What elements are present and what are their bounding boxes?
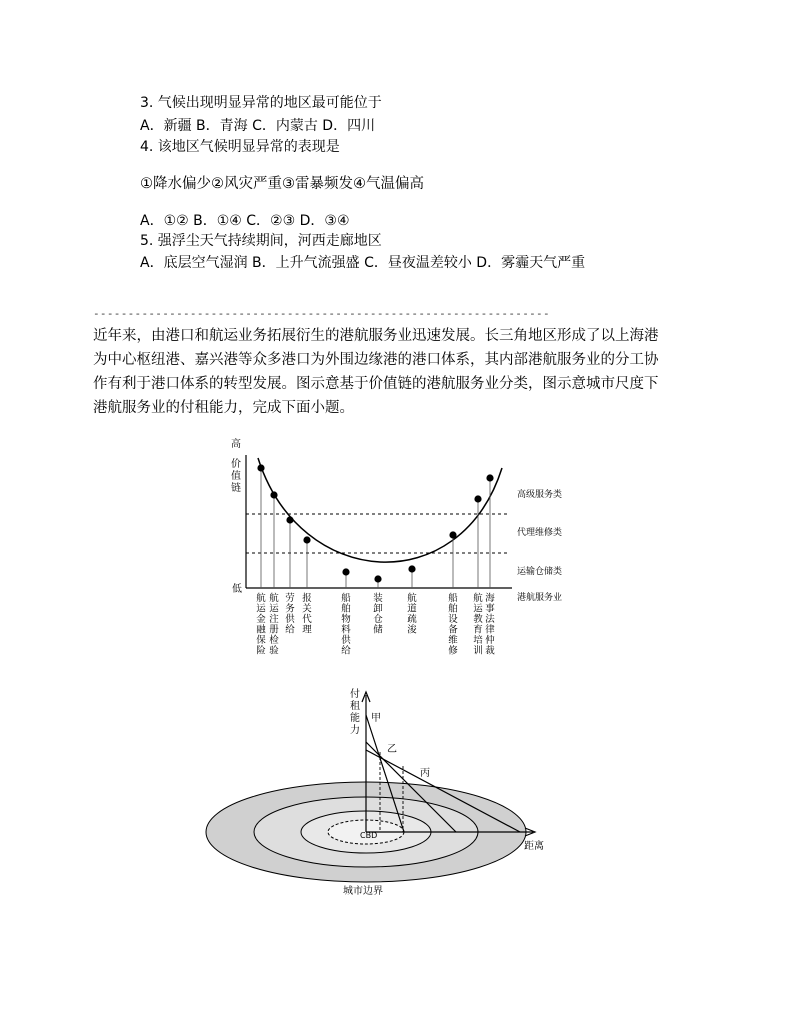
rent-label-yi: 乙 [387, 744, 397, 755]
value-axis-bottom: 低 [232, 584, 242, 595]
category-label-char: 海 [485, 593, 495, 604]
category-label-char: 册 [269, 624, 279, 636]
category-label-char: 理 [302, 624, 312, 636]
category-label-char: 劳 [285, 593, 295, 604]
category-label-char: 设 [448, 614, 458, 625]
category-label-char: 航 [473, 593, 483, 604]
section-separator: ------------------------------------------------------------------ [93, 307, 550, 320]
category-label-char: 料 [341, 624, 351, 636]
bid-rent-y-label-char: 能 [350, 713, 360, 724]
value-axis-top: 高 [231, 439, 241, 450]
category-label-char: 道 [407, 603, 417, 615]
category-label-char: 航 [269, 593, 279, 604]
category-label-char: 修 [448, 645, 458, 657]
question-4-options: A．①② B．①④ C．②③ D．③④ [140, 213, 350, 229]
question-3-options: A．新疆 B．青海 C．内蒙古 D．四川 [140, 118, 376, 134]
bid-rent-y-label-char: 租 [350, 701, 360, 712]
category-label-char: 供 [341, 635, 351, 646]
category-label-char: 卸 [373, 603, 383, 615]
category-label-char: 给 [285, 624, 295, 636]
category-label-char: 律 [485, 624, 495, 636]
rent-label-jia: 甲 [371, 713, 381, 724]
value-axis-label-char: 价 [231, 459, 241, 470]
category-label-char: 教 [473, 614, 483, 625]
passage-line-2: 为中心枢纽港、嘉兴港等众多港口为外围边缘港的港口体系，其内部港航服务业的分工协 [93, 352, 659, 368]
category-label-char: 报 [302, 593, 312, 604]
category-label-char: 物 [341, 614, 351, 625]
category-label-char: 关 [302, 603, 312, 615]
category-label-char: 训 [473, 645, 483, 657]
category-label-char: 务 [285, 603, 295, 615]
rent-label-bing: 丙 [420, 768, 430, 779]
category-label-char: 注 [269, 614, 279, 625]
category-label-char: 航 [407, 593, 417, 604]
category-label-char: 检 [269, 635, 279, 646]
category-label-char: 疏 [407, 614, 417, 625]
category-label-char: 仓 [373, 614, 383, 625]
bid-rent-y-label-char: 力 [350, 725, 360, 736]
category-label-char: 金 [256, 614, 266, 625]
passage-line-4: 港航服务业的付租能力，完成下面小题。 [93, 400, 354, 416]
category-label-char: 运 [473, 603, 483, 615]
category-label-char: 险 [256, 645, 266, 657]
cbd-label: CBD [360, 831, 378, 840]
category-label-char: 船 [341, 593, 351, 604]
passage-line-3: 作有利于港口体系的转型发展。图示意基于价值链的港航服务业分类，图示意城市尺度下 [93, 376, 659, 392]
question-4-items: ①降水偏少②风灾严重③雷暴频发④气温偏高 [140, 176, 424, 192]
category-label-char: 舶 [341, 603, 351, 615]
category-label-char: 代 [302, 614, 312, 625]
category-label-char: 储 [373, 624, 383, 636]
category-label-char: 舶 [448, 603, 458, 615]
category-label-char: 验 [269, 645, 279, 657]
category-label-char: 融 [256, 624, 266, 636]
x-axis-label: 港航服务业 [517, 593, 563, 603]
tier-label-high: 高级服务类 [517, 490, 563, 500]
category-label-char: 维 [448, 635, 458, 646]
bid-rent-y-label-char: 付 [350, 689, 360, 700]
question-4-stem: 4. 该地区气候明显异常的表现是 [140, 139, 340, 155]
bid-rent-x-label: 距离 [524, 841, 544, 852]
category-label-char: 浚 [407, 624, 417, 636]
category-label-char: 保 [256, 635, 266, 646]
category-label-char: 培 [473, 635, 483, 646]
question-5-stem: 5. 强浮尘天气持续期间，河西走廊地区 [140, 233, 382, 249]
category-label-char: 船 [448, 593, 458, 604]
category-label-char: 裁 [485, 645, 495, 657]
category-label-char: 育 [473, 624, 483, 636]
bid-rent-y-label [350, 687, 360, 736]
city-boundary-label: 城市边界 [343, 886, 383, 897]
category-label-char: 备 [448, 624, 458, 636]
category-label-char: 仲 [485, 635, 495, 646]
category-label-char: 事 [485, 603, 495, 615]
value-axis-label-char: 值 [231, 471, 241, 482]
question-5-options: A．底层空气湿润 B．上升气流强盛 C．昼夜温差较小 D．雾霾天气严重 [140, 255, 586, 271]
value-axis-label-char: 链 [231, 483, 241, 494]
passage-line-1: 近年来，由港口和航运业务拓展衍生的港航服务业迅速发展。长三角地区形成了以上海港 [93, 328, 659, 344]
category-label-char: 给 [341, 645, 351, 657]
category-label-char: 航 [256, 593, 266, 604]
category-label-char: 装 [373, 593, 383, 604]
question-3-stem: 3. 气候出现明显异常的地区最可能位于 [140, 95, 382, 111]
category-label-char: 法 [485, 614, 495, 625]
tier-label-agency: 代理维修类 [517, 528, 563, 538]
tier-label-transport: 运输仓储类 [517, 567, 563, 577]
category-label-char: 供 [285, 614, 295, 625]
category-label-char: 运 [269, 603, 279, 615]
category-label-char: 运 [256, 603, 266, 615]
